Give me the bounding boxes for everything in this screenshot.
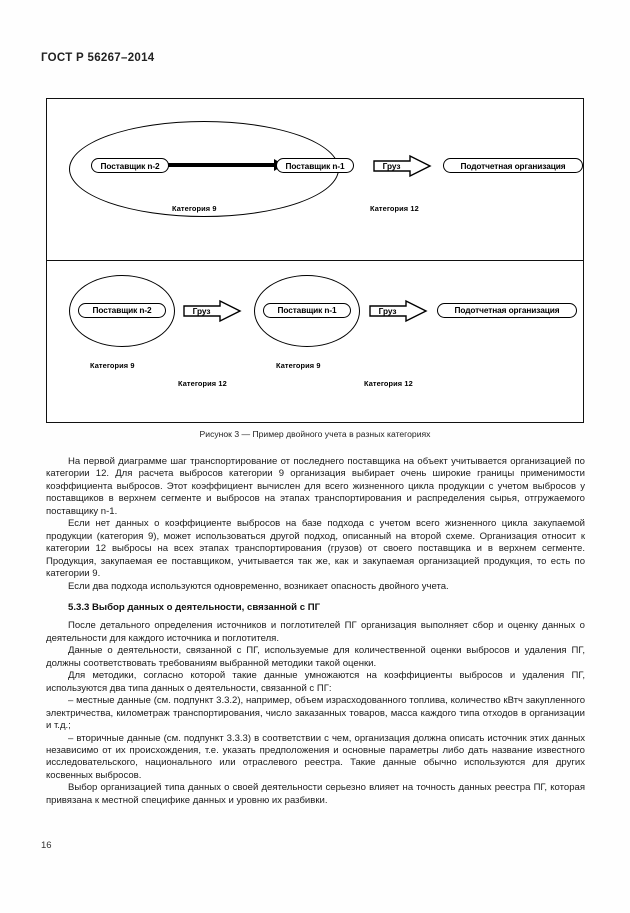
- category-label-9-top: Категория 9: [172, 204, 217, 213]
- category-label-12-bottom-left: Категория 12: [178, 378, 227, 388]
- figure-3-frame: [46, 98, 584, 423]
- bullet-item-2: – вторичные данные (см. подпункт 3.3.3) в соответствии с чем, организация должна описать источник этих данных независимо от их происхождения, т.е. указать предположения и основные параметры либо дать название известного исследовательского, национального или отраслевого реестра. Такие данные обычно используются для других косвенных выбросов.: [46, 732, 585, 781]
- section-heading-5-3-3: 5.3.3 Выбор данных о деятельности, связанной с ПГ: [68, 601, 321, 613]
- figure-caption: Рисунок 3 — Пример двойного учета в разных категориях: [199, 429, 431, 439]
- category-label-12-bottom-right: Категория 12: [364, 378, 413, 388]
- bullet-item-1: – местные данные (см. подпункт 3.3.2), например, объем израсходованного топлива, количество кВтч закупленного электричества, километраж транспортирования, число заказанных товаров, масса каждого типа отходов в организации и т.д.;: [46, 695, 585, 732]
- category-label-12-top: Категория 12: [370, 204, 419, 213]
- paragraph-1: На первой диаграмме шаг транспортирование от последнего поставщика на объект учитывается организацией по категории 12. Для расчета выбросов категории 9 организация выбирает очень широкие границы применимости коэффициента выбросов. Этот коэффициент вычислен для всего жизненного цикла продукции с учетом выбросов у поставщиков в верхнем сегменте и выбросов на этапах транспортирования и распределения сырья, отгружаемого поставщику n-1.: [46, 456, 585, 517]
- freight-arrow-bottom-2: [369, 300, 427, 322]
- freight-arrow-bottom-1: [183, 300, 241, 322]
- paragraph-2: Если нет данных о коэффициенте выбросов на базе подхода с учетом всего жизненного цикла закупаемой продукции (категория 9), может использоваться другой подход, описанный на второй схеме. Организация относит к категории 12 выбросы на всех этапах транспортирования (грузов) от своего поставщика и в верхнем сегменте. Продукция, закупаемая ее поставщиком, учитывается так же, как и закупаемая организацией продукция, то есть по категории 9.: [46, 518, 585, 580]
- paragraph-5: Данные о деятельности, связанной с ПГ, используемые для количественной оценки выбросов и удаления ПГ, должны соответствовать требованиям выбранной методики такой оценки.: [46, 645, 585, 669]
- node-supplier-n1-top: Поставщик n-1: [276, 158, 354, 173]
- freight-arrow-top: [373, 155, 431, 177]
- paragraph-7: Выбор организацией типа данных о своей деятельности серьезно влияет на точность данных реестра ПГ, которая привязана к местной специфике данных и уровню их разбивки.: [46, 782, 585, 806]
- category-label-9-bottom-left: Категория 9: [90, 360, 135, 370]
- diagram-bottom-panel: [47, 261, 583, 423]
- standard-header: ГОСТ Р 56267–2014: [41, 52, 155, 64]
- paragraph-6: Для методики, согласно которой такие данные умножаются на коэффициенты выбросов и удаления ПГ, используются два типа данных о деятельности, связанной с ПГ:: [46, 670, 585, 694]
- category-label-9-bottom-right: Категория 9: [276, 360, 321, 370]
- node-reporting-org-top: Подотчетная организация: [443, 158, 583, 173]
- freight-arrow-bottom-2-label: Груз: [378, 305, 397, 316]
- paragraph-4: После детального определения источников и поглотителей ПГ организация выполняет сбор и оценку данных о деятельности для каждого источника и поглотителя.: [46, 620, 585, 644]
- freight-arrow-bottom-1-label: Груз: [192, 305, 211, 316]
- node-supplier-n2-top: Поставщик n-2: [91, 158, 169, 173]
- paragraph-3: Если два подхода используются одновременно, возникает опасность двойного учета.: [68, 580, 449, 592]
- node-reporting-org-bottom: Подотчетная организация: [437, 303, 577, 318]
- freight-arrow-top-label: Груз: [382, 161, 401, 171]
- node-supplier-n2-bottom: Поставщик n-2: [78, 303, 166, 318]
- diagram-top-panel: [47, 99, 583, 261]
- page-number: 16: [41, 840, 52, 851]
- node-supplier-n1-bottom: Поставщик n-1: [263, 303, 351, 318]
- body-text-block: [46, 456, 585, 807]
- transport-arrow-top: [165, 163, 275, 167]
